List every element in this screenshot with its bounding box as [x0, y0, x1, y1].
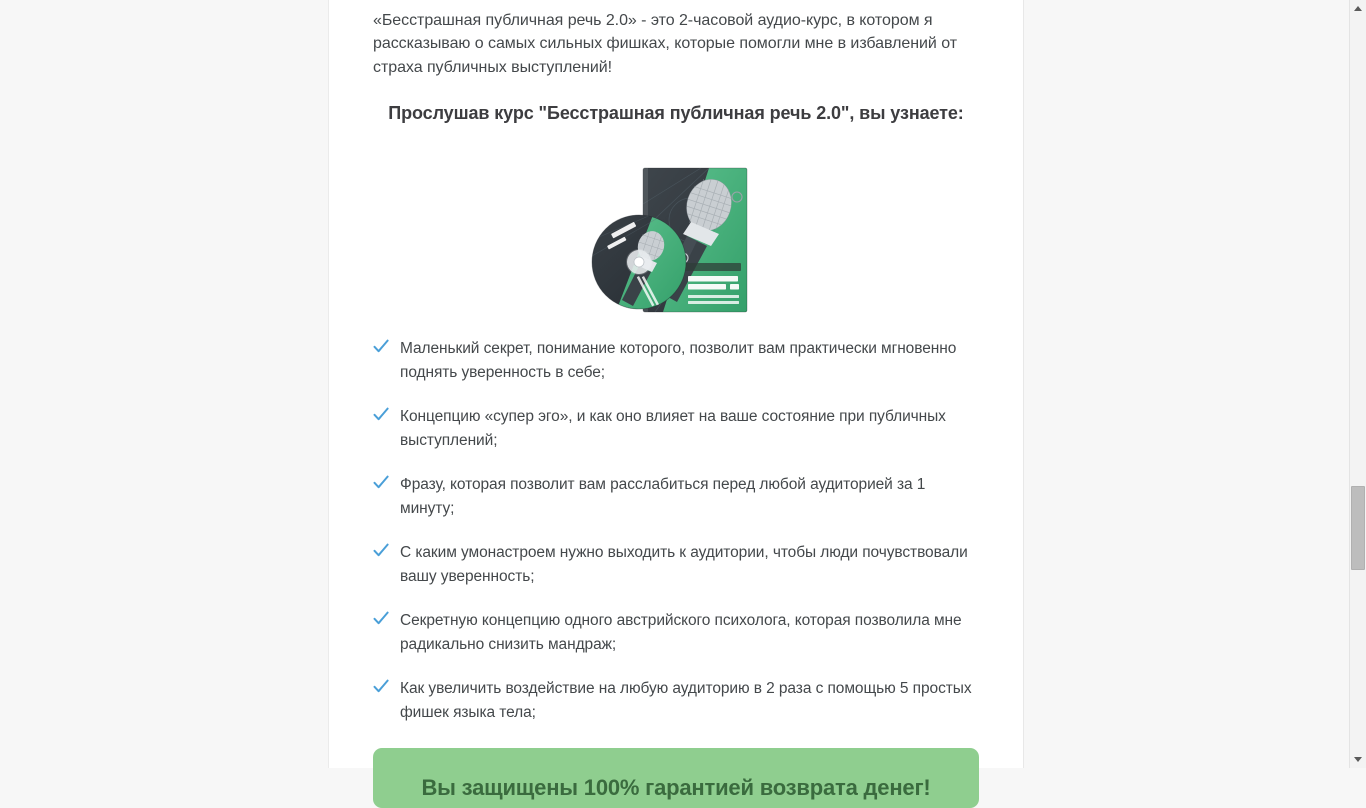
content-inner — [329, 0, 1023, 808]
product-disc — [592, 215, 686, 309]
page-background-left — [0, 0, 328, 768]
section-heading: Прослушав курс "Бесстрашная публичная речь 2.0", вы узнаете: — [388, 103, 964, 124]
check-icon — [373, 679, 389, 695]
benefit-text: Маленький секрет, понимание которого, позволит вам практически мгновенно поднять уверенность в себе; — [400, 340, 957, 381]
check-icon — [373, 543, 389, 559]
benefit-text: Секретную концепцию одного австрийского психолога, которая позволила мне радикально снизить мандраж; — [400, 612, 962, 653]
scroll-up-arrow-icon[interactable] — [1350, 0, 1366, 17]
scrollbar-thumb[interactable] — [1351, 486, 1365, 570]
benefit-item — [373, 405, 979, 452]
benefit-item — [373, 609, 979, 656]
check-icon — [373, 407, 389, 423]
benefit-item — [373, 473, 979, 520]
benefits-list — [373, 320, 979, 724]
benefit-item — [373, 337, 979, 384]
benefit-text: С каким умонастроем нужно выходить к аудитории, чтобы люди почувствовали вашу уверенность; — [400, 544, 968, 585]
benefit-item — [373, 541, 979, 588]
scroll-down-arrow-icon[interactable] — [1350, 751, 1366, 768]
check-icon — [373, 611, 389, 627]
guarantee-banner-text: Вы защищены 100% гарантией возврата денег! — [421, 775, 931, 801]
page-background-right — [1024, 0, 1348, 768]
intro-paragraph: «Бесстрашная публичная речь 2.0» - это 2-часовой аудио-курс, в котором я рассказываю о самых сильных фишках, которые помогли мне в избавлений от страха публичных выступлений! — [373, 12, 957, 76]
benefit-text: Фразу, которая позволит вам расслабиться перед любой аудиторией за 1 минуту; — [400, 476, 926, 517]
guarantee-banner — [373, 748, 979, 808]
article-content-card — [328, 0, 1024, 801]
benefit-text: Концепцию «супер эго», и как оно влияет на ваше состояние при публичных выступлений; — [400, 408, 946, 449]
vertical-scrollbar[interactable] — [1349, 0, 1366, 768]
benefit-text: Как увеличить воздействие на любую аудиторию в 2 раза с помощью 5 простых фишек языка тела; — [400, 680, 972, 721]
check-icon — [373, 339, 389, 355]
check-icon — [373, 475, 389, 491]
product-box-image — [591, 160, 761, 320]
product-image-figure — [373, 124, 979, 320]
benefit-item — [373, 677, 979, 724]
